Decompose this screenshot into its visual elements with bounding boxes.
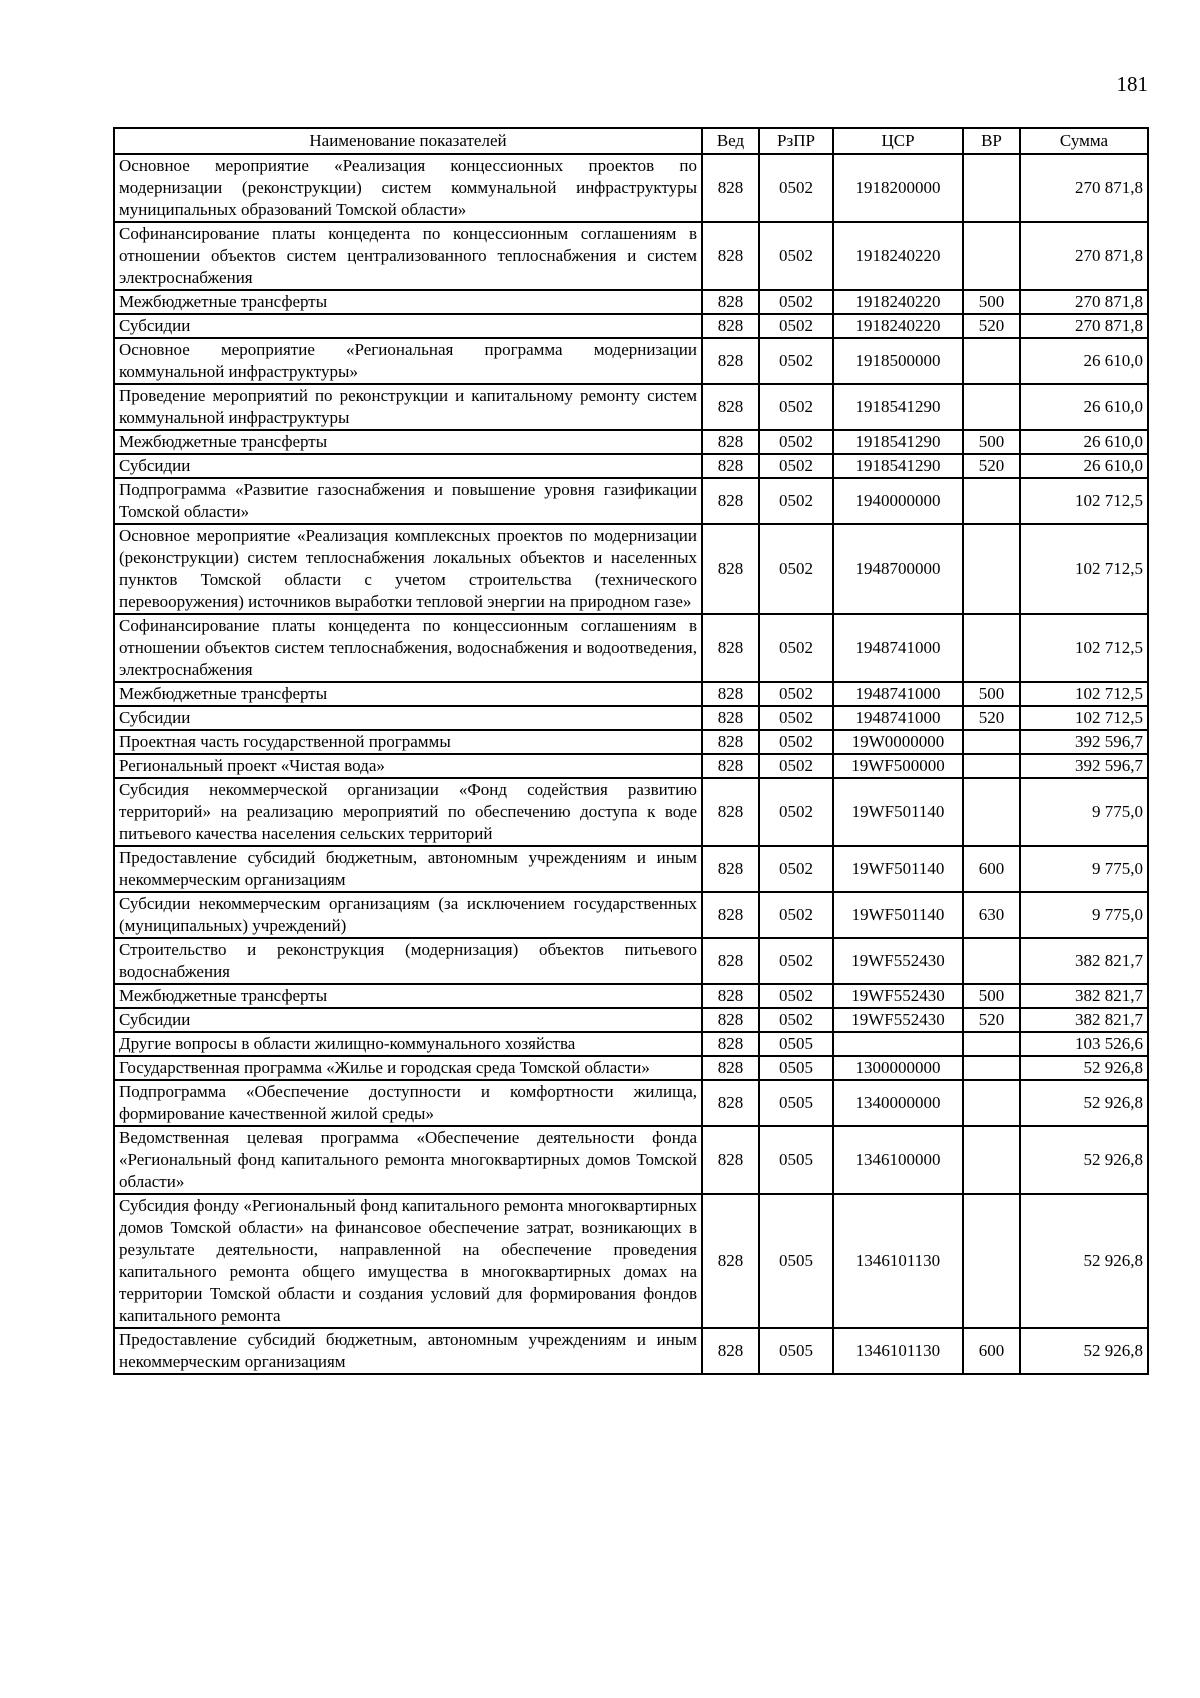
row-sum: 9 775,0 — [1020, 846, 1148, 892]
row-csr: 1918240220 — [833, 222, 963, 290]
row-name: Субсидии — [114, 706, 702, 730]
row-vr — [963, 754, 1020, 778]
row-csr: 1300000000 — [833, 1056, 963, 1080]
row-name: Предоставление субсидий бюджетным, автономным учреждениям и иным некоммерческим организациям — [114, 846, 702, 892]
row-vr: 500 — [963, 682, 1020, 706]
row-ved: 828 — [702, 454, 759, 478]
row-sum: 102 712,5 — [1020, 524, 1148, 614]
row-rzpr: 0505 — [759, 1032, 833, 1056]
header-csr: ЦСР — [833, 128, 963, 154]
row-sum: 52 926,8 — [1020, 1126, 1148, 1194]
table-row — [114, 384, 1148, 430]
table-row — [114, 454, 1148, 478]
row-csr: 1918200000 — [833, 154, 963, 222]
row-vr — [963, 338, 1020, 384]
row-name: Проектная часть государственной программы — [114, 730, 702, 754]
row-csr: 1948700000 — [833, 524, 963, 614]
row-csr: 19WF552430 — [833, 984, 963, 1008]
header-ved: Вед — [702, 128, 759, 154]
row-ved: 828 — [702, 1194, 759, 1328]
row-ved: 828 — [702, 384, 759, 430]
row-name: Софинансирование платы концедента по концессионным соглашениям в отношении объектов систем централизованного теплоснабжения и систем электроснабжения — [114, 222, 702, 290]
header-rzpr: РзПР — [759, 128, 833, 154]
table-row — [114, 338, 1148, 384]
row-vr — [963, 778, 1020, 846]
row-csr: 1918541290 — [833, 454, 963, 478]
row-name: Межбюджетные трансферты — [114, 430, 702, 454]
table-row — [114, 778, 1148, 846]
row-ved: 828 — [702, 984, 759, 1008]
row-ved: 828 — [702, 290, 759, 314]
row-csr: 1918240220 — [833, 290, 963, 314]
row-vr — [963, 614, 1020, 682]
header-sum: Сумма — [1020, 128, 1148, 154]
row-rzpr: 0502 — [759, 1008, 833, 1032]
page-number: 181 — [1116, 72, 1148, 96]
row-name: Субсидии — [114, 1008, 702, 1032]
table-row — [114, 154, 1148, 222]
row-ved: 828 — [702, 614, 759, 682]
table-row — [114, 290, 1148, 314]
row-sum: 103 526,6 — [1020, 1032, 1148, 1056]
row-ved: 828 — [702, 430, 759, 454]
row-sum: 52 926,8 — [1020, 1328, 1148, 1374]
row-vr: 600 — [963, 1328, 1020, 1374]
row-name: Межбюджетные трансферты — [114, 290, 702, 314]
row-sum: 102 712,5 — [1020, 682, 1148, 706]
header-row — [114, 128, 1148, 154]
table-row — [114, 1126, 1148, 1194]
row-rzpr: 0505 — [759, 1194, 833, 1328]
row-ved: 828 — [702, 1056, 759, 1080]
row-csr: 1340000000 — [833, 1080, 963, 1126]
row-name: Региональный проект «Чистая вода» — [114, 754, 702, 778]
row-vr — [963, 524, 1020, 614]
row-name: Проведение мероприятий по реконструкции и капитальному ремонту систем коммунальной инфраструктуры — [114, 384, 702, 430]
row-vr: 500 — [963, 430, 1020, 454]
row-name: Основное мероприятие «Региональная программа модернизации коммунальной инфраструктуры» — [114, 338, 702, 384]
row-ved: 828 — [702, 938, 759, 984]
row-csr: 1918240220 — [833, 314, 963, 338]
row-name: Ведомственная целевая программа «Обеспечение деятельности фонда «Региональный фонд капитального ремонта многоквартирных домов Томской области» — [114, 1126, 702, 1194]
row-vr — [963, 730, 1020, 754]
row-rzpr: 0502 — [759, 478, 833, 524]
row-rzpr: 0502 — [759, 524, 833, 614]
row-csr — [833, 1032, 963, 1056]
table-row — [114, 938, 1148, 984]
table-row — [114, 892, 1148, 938]
table-row — [114, 314, 1148, 338]
table-row — [114, 1056, 1148, 1080]
row-name: Межбюджетные трансферты — [114, 984, 702, 1008]
row-rzpr: 0502 — [759, 846, 833, 892]
row-ved: 828 — [702, 846, 759, 892]
row-sum: 52 926,8 — [1020, 1080, 1148, 1126]
row-ved: 828 — [702, 730, 759, 754]
row-vr — [963, 938, 1020, 984]
row-csr: 1346101130 — [833, 1194, 963, 1328]
row-ved: 828 — [702, 706, 759, 730]
row-sum: 270 871,8 — [1020, 222, 1148, 290]
row-name: Государственная программа «Жилье и городская среда Томской области» — [114, 1056, 702, 1080]
table-row — [114, 1032, 1148, 1056]
row-ved: 828 — [702, 754, 759, 778]
row-rzpr: 0502 — [759, 778, 833, 846]
row-sum: 382 821,7 — [1020, 1008, 1148, 1032]
row-name: Межбюджетные трансферты — [114, 682, 702, 706]
row-vr — [963, 1126, 1020, 1194]
row-vr — [963, 222, 1020, 290]
row-ved: 828 — [702, 524, 759, 614]
row-rzpr: 0502 — [759, 984, 833, 1008]
row-name: Субсидии некоммерческим организациям (за исключением государственных (муниципальных) учреждений) — [114, 892, 702, 938]
row-ved: 828 — [702, 1126, 759, 1194]
row-ved: 828 — [702, 314, 759, 338]
row-rzpr: 0502 — [759, 154, 833, 222]
row-sum: 382 821,7 — [1020, 984, 1148, 1008]
row-vr — [963, 1032, 1020, 1056]
row-name: Субсидия фонду «Региональный фонд капитального ремонта многоквартирных домов Томской области» на финансовое обеспечение затрат, возникающих в результате деятельности, направленной на обеспечение проведения капитального ремонта общего имущества в многоквартирных домах на территории Томской области и создания условий для формирования фондов капитального ремонта — [114, 1194, 702, 1328]
row-sum: 26 610,0 — [1020, 338, 1148, 384]
row-sum: 382 821,7 — [1020, 938, 1148, 984]
row-sum: 26 610,0 — [1020, 384, 1148, 430]
row-rzpr: 0505 — [759, 1328, 833, 1374]
table-row — [114, 222, 1148, 290]
row-rzpr: 0502 — [759, 222, 833, 290]
row-vr: 630 — [963, 892, 1020, 938]
row-sum: 102 712,5 — [1020, 614, 1148, 682]
row-rzpr: 0502 — [759, 430, 833, 454]
table-row — [114, 706, 1148, 730]
row-csr: 1948741000 — [833, 614, 963, 682]
row-name: Подпрограмма «Развитие газоснабжения и повышение уровня газификации Томской области» — [114, 478, 702, 524]
row-vr: 520 — [963, 1008, 1020, 1032]
table-row — [114, 614, 1148, 682]
row-csr: 19W0000000 — [833, 730, 963, 754]
row-csr: 19WF501140 — [833, 778, 963, 846]
row-vr — [963, 478, 1020, 524]
header-vr: ВР — [963, 128, 1020, 154]
row-rzpr: 0502 — [759, 706, 833, 730]
header-name: Наименование показателей — [114, 128, 702, 154]
row-sum: 392 596,7 — [1020, 730, 1148, 754]
row-name: Предоставление субсидий бюджетным, автономным учреждениям и иным некоммерческим организациям — [114, 1328, 702, 1374]
row-vr: 500 — [963, 984, 1020, 1008]
table-row — [114, 1194, 1148, 1328]
budget-table — [113, 127, 1149, 1375]
row-name: Основное мероприятие «Реализация концессионных проектов по модернизации (реконструкции) систем коммунальной инфраструктуры муниципальных образований Томской области» — [114, 154, 702, 222]
row-csr: 19WF500000 — [833, 754, 963, 778]
row-sum: 270 871,8 — [1020, 154, 1148, 222]
row-name: Софинансирование платы концедента по концессионным соглашениям в отношении объектов систем теплоснабжения, водоснабжения и водоотведения, электроснабжения — [114, 614, 702, 682]
row-vr — [963, 154, 1020, 222]
row-rzpr: 0502 — [759, 682, 833, 706]
table-row — [114, 730, 1148, 754]
row-name: Основное мероприятие «Реализация комплексных проектов по модернизации (реконструкции) систем теплоснабжения локальных объектов и населенных пунктов Томской области с учетом строительства (технического перевооружения) источников выработки тепловой энергии на природном газе» — [114, 524, 702, 614]
row-csr: 1948741000 — [833, 682, 963, 706]
row-csr: 19WF552430 — [833, 1008, 963, 1032]
row-vr: 500 — [963, 290, 1020, 314]
row-rzpr: 0502 — [759, 938, 833, 984]
row-sum: 9 775,0 — [1020, 778, 1148, 846]
row-csr: 1940000000 — [833, 478, 963, 524]
row-rzpr: 0502 — [759, 730, 833, 754]
table-row — [114, 754, 1148, 778]
row-rzpr: 0502 — [759, 290, 833, 314]
row-csr: 1918500000 — [833, 338, 963, 384]
row-csr: 1948741000 — [833, 706, 963, 730]
row-ved: 828 — [702, 892, 759, 938]
table-row — [114, 524, 1148, 614]
row-rzpr: 0502 — [759, 892, 833, 938]
row-sum: 102 712,5 — [1020, 478, 1148, 524]
row-vr: 520 — [963, 314, 1020, 338]
row-name: Другие вопросы в области жилищно-коммунального хозяйства — [114, 1032, 702, 1056]
table-row — [114, 846, 1148, 892]
row-sum: 52 926,8 — [1020, 1194, 1148, 1328]
table-row — [114, 430, 1148, 454]
row-ved: 828 — [702, 338, 759, 384]
row-sum: 52 926,8 — [1020, 1056, 1148, 1080]
table-row — [114, 478, 1148, 524]
row-rzpr: 0502 — [759, 454, 833, 478]
row-sum: 102 712,5 — [1020, 706, 1148, 730]
row-name: Подпрограмма «Обеспечение доступности и комфортности жилища, формирование качественной жилой среды» — [114, 1080, 702, 1126]
row-ved: 828 — [702, 478, 759, 524]
row-rzpr: 0502 — [759, 338, 833, 384]
row-rzpr: 0502 — [759, 614, 833, 682]
row-ved: 828 — [702, 154, 759, 222]
row-vr: 520 — [963, 454, 1020, 478]
row-sum: 26 610,0 — [1020, 454, 1148, 478]
row-vr — [963, 1056, 1020, 1080]
row-csr: 1918541290 — [833, 430, 963, 454]
row-name: Субсидии — [114, 454, 702, 478]
row-csr: 1918541290 — [833, 384, 963, 430]
row-rzpr: 0502 — [759, 314, 833, 338]
row-name: Субсидия некоммерческой организации «Фонд содействия развитию территорий» на реализацию мероприятий по обеспечению доступа к воде питьевого качества населения сельских территорий — [114, 778, 702, 846]
table-row — [114, 1008, 1148, 1032]
row-name: Субсидии — [114, 314, 702, 338]
row-rzpr: 0505 — [759, 1126, 833, 1194]
row-rzpr: 0505 — [759, 1080, 833, 1126]
row-sum: 270 871,8 — [1020, 290, 1148, 314]
row-ved: 828 — [702, 1328, 759, 1374]
row-csr: 1346100000 — [833, 1126, 963, 1194]
row-vr: 520 — [963, 706, 1020, 730]
table-row — [114, 1080, 1148, 1126]
row-vr — [963, 384, 1020, 430]
row-name: Строительство и реконструкция (модернизация) объектов питьевого водоснабжения — [114, 938, 702, 984]
row-vr: 600 — [963, 846, 1020, 892]
row-sum: 392 596,7 — [1020, 754, 1148, 778]
row-sum: 26 610,0 — [1020, 430, 1148, 454]
row-sum: 9 775,0 — [1020, 892, 1148, 938]
row-csr: 1346101130 — [833, 1328, 963, 1374]
row-rzpr: 0502 — [759, 384, 833, 430]
row-sum: 270 871,8 — [1020, 314, 1148, 338]
row-rzpr: 0502 — [759, 754, 833, 778]
table-row — [114, 984, 1148, 1008]
row-ved: 828 — [702, 1032, 759, 1056]
row-ved: 828 — [702, 222, 759, 290]
table-row — [114, 1328, 1148, 1374]
table-row — [114, 682, 1148, 706]
row-vr — [963, 1194, 1020, 1328]
row-ved: 828 — [702, 682, 759, 706]
row-vr — [963, 1080, 1020, 1126]
row-csr: 19WF501140 — [833, 892, 963, 938]
row-rzpr: 0505 — [759, 1056, 833, 1080]
row-csr: 19WF552430 — [833, 938, 963, 984]
row-ved: 828 — [702, 778, 759, 846]
row-csr: 19WF501140 — [833, 846, 963, 892]
row-ved: 828 — [702, 1008, 759, 1032]
row-ved: 828 — [702, 1080, 759, 1126]
